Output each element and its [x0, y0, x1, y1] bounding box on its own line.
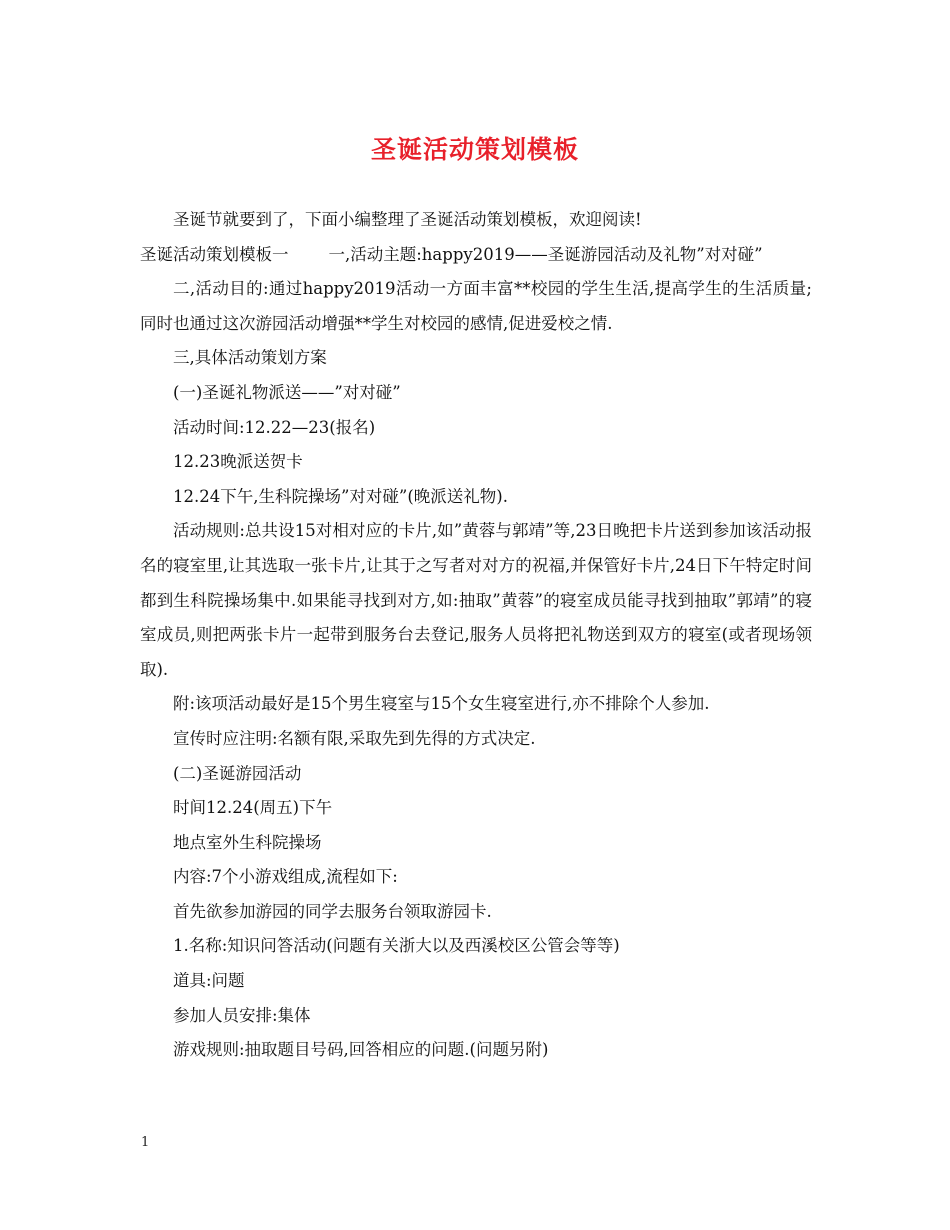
paragraph: (一)圣诞礼物派送——”对对碰” [173, 382, 401, 402]
paragraph: 活动时间:12.22—23(报名) [173, 417, 376, 437]
paragraph: 参加人员安排:集体 [173, 1005, 311, 1025]
paragraph: 游戏规则:抽取题目号码,回答相应的问题.(问题另附) [173, 1040, 549, 1060]
paragraph: 活动规则:总共设15对相对应的卡片,如”黄蓉与郭靖”等,23日晚把卡片送到参加该活动报名的寝室里,让其选取一张卡片,让其于之写者对对方的祝福,并保管好卡片,24日下午特定时间都到生科院操场集中.如果能寻找到对方,如:抽取”黄蓉”的寝室成员能寻找到抽取”郭靖”的寝室成员,则把两张卡片一起带到服务台去登记,服务人员将把礼物送到双方的寝室(或者现场领取). [140, 521, 812, 679]
activity-theme: 一,活动主题:happy2019——圣诞游园活动及礼物”对对碰” [328, 244, 763, 264]
paragraph: 附:该项活动最好是15个男生寝室与15个女生寝室进行,亦不排除个人参加. [173, 694, 710, 714]
template-heading: 圣诞活动策划模板一 [140, 244, 289, 264]
paragraph: 地点室外生科院操场 [173, 832, 322, 852]
paragraph: 12.23晚派送贺卡 [173, 452, 303, 472]
paragraph: 1.名称:知识问答活动(问题有关浙大以及西溪校区公管会等等) [173, 936, 620, 956]
intro-paragraph: 圣诞节就要到了，下面小编整理了圣诞活动策划模板，欢迎阅读! [173, 210, 642, 229]
document-title: 圣诞活动策划模板 [370, 135, 579, 164]
paragraph: 三,具体活动策划方案 [173, 348, 327, 368]
paragraph: 二,活动目的:通过happy2019活动一方面丰富**校园的学生生活,提高学生的生活质量;同时也通过这次游园活动增强**学生对校园的感情,促进爱校之情. [140, 279, 812, 333]
paragraph: (二)圣诞游园活动 [173, 763, 302, 783]
paragraph: 内容:7个小游戏组成,流程如下: [173, 867, 398, 887]
paragraph: 道具:问题 [173, 971, 245, 991]
paragraph: 时间12.24(周五)下午 [173, 798, 333, 818]
paragraph: 宣传时应注明:名额有限,采取先到先得的方式决定. [173, 728, 536, 748]
document-body [140, 203, 812, 1068]
section-heading-line [140, 238, 812, 273]
page-number: 1 [141, 1135, 150, 1150]
paragraph: 12.24下午,生科院操场”对对碰”(晚派送礼物). [173, 486, 508, 506]
paragraph: 首先欲参加游园的同学去服务台领取游园卡. [173, 901, 492, 921]
